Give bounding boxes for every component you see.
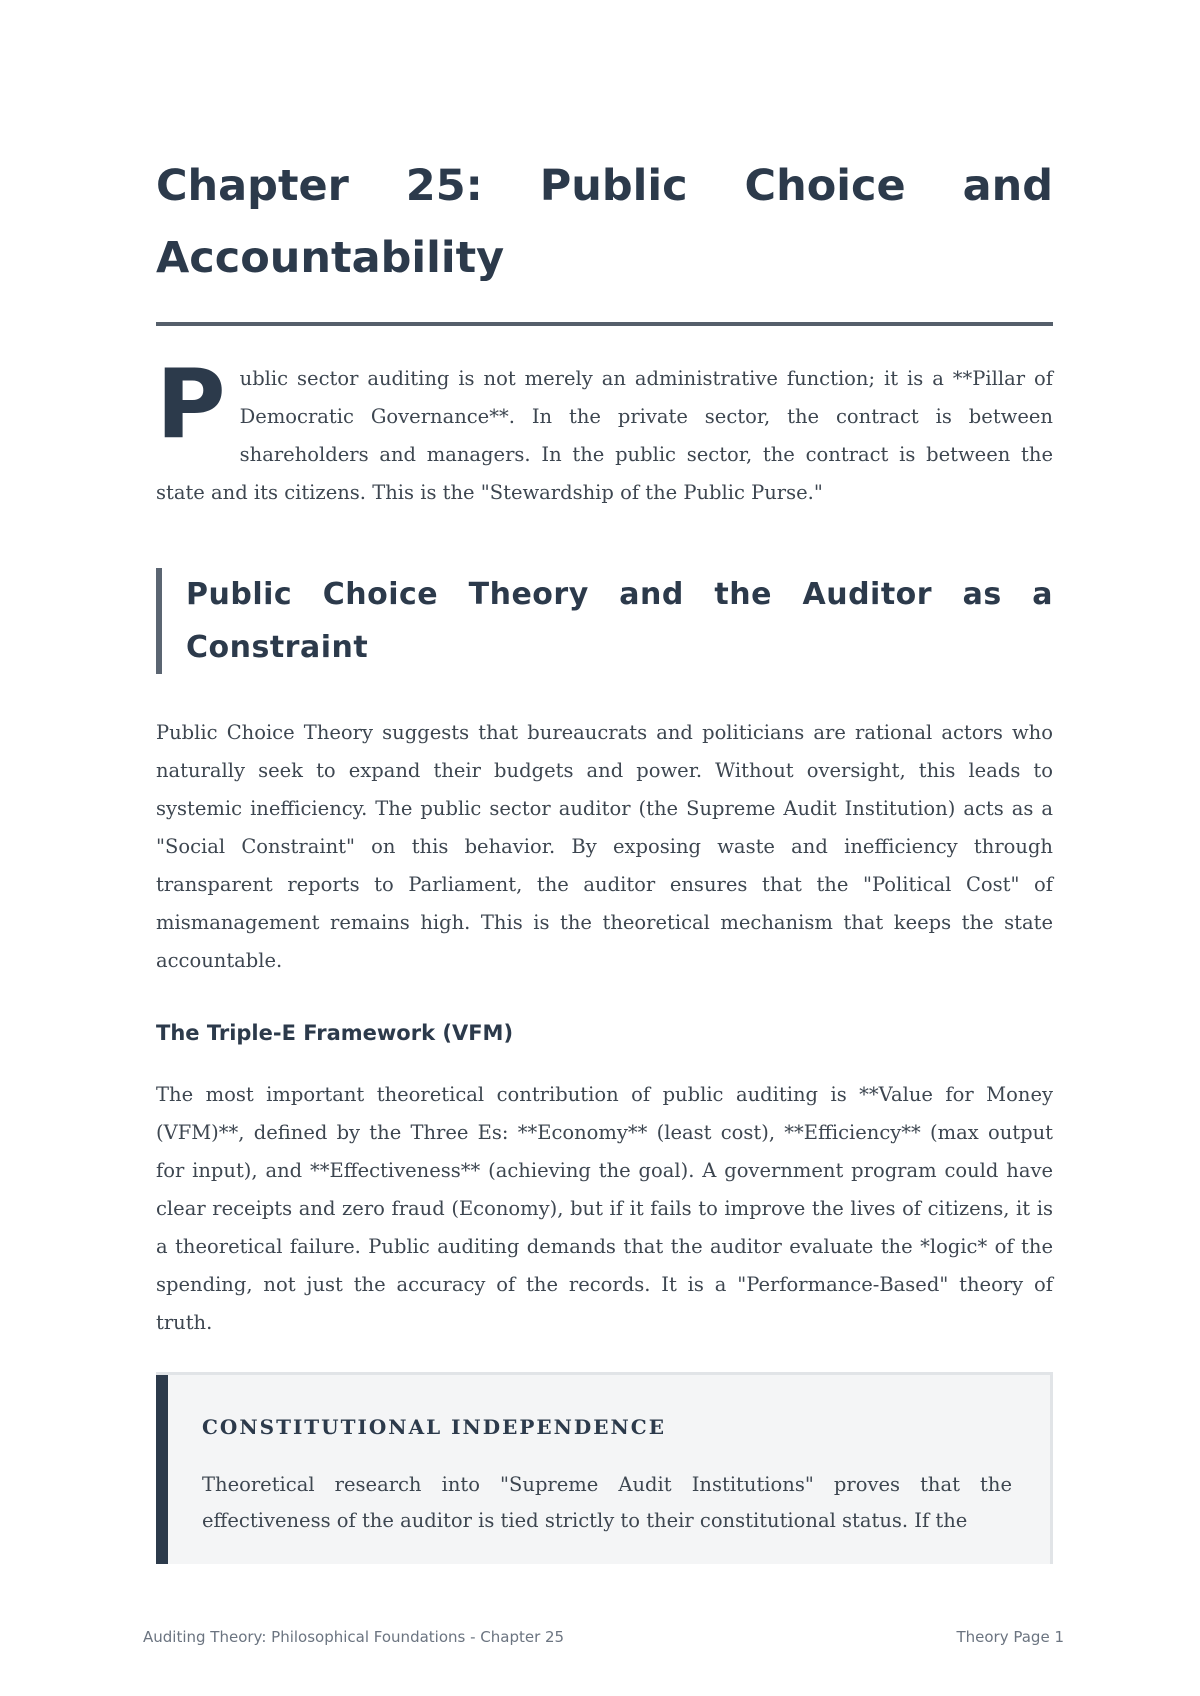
section-paragraph: Public Choice Theory suggests that bureaucrats and politicians are rational actors who naturally seek to expand their budgets and power. Without oversight, this leads to systemic inefficiency. The public sector auditor (the Supreme Audit Institution) acts as a "Social Constraint" on this behavior. By exposing waste and inefficiency through transparent reports to Parliament, the auditor ensures that the "Political Cost" of mismanagement remains high. This is the theoretical mechanism that keeps the state accountable. [156,721,1053,972]
page-content [156,150,1053,1342]
footer-document-title: Auditing Theory: Philosophical Foundations - Chapter 25 [143,1628,565,1646]
intro-paragraph [156,350,1053,512]
section-heading: Public Choice Theory and the Auditor as a Constraint [186,577,1053,665]
footer-page-number: Theory Page 1 [956,1628,1064,1646]
callout-title: CONSTITUTIONAL INDEPENDENCE [202,1415,666,1439]
subsection-paragraph: The most important theoretical contribution of public auditing is **Value for Money (VFM)**, defined by the Three Es: **Economy** (least cost), **Efficiency** (max output for input), and **Effectiveness** (achieving the goal). A government program could have clear receipts and zero fraud (Economy), but if it fails to improve the lives of citizens, it is a theoretical failure. Public auditing demands that the auditor evaluate the *logic* of the spending, not just the accuracy of the records. It is a "Performance-Based" theory of truth. [156,1083,1053,1334]
callout-accent-bar [156,1375,168,1564]
chapter-title: Chapter 25: Public Choice and Accountability [156,161,1053,283]
callout-text: Theoretical research into "Supreme Audit Institutions" proves that the effectiveness of the auditor is tied strictly to their constitutional status. If the [202,1473,1012,1532]
intro-text: ublic sector auditing is not merely an administrative function; it is a **Pillar of Democratic Governance**. In the private sector, the contract is between shareholders and managers. In the public sector, the contract is between the state and its citizens. This is the "Stewardship of the Public Purse." [156,367,1053,504]
subsection-heading: The Triple-E Framework (VFM) [156,1021,514,1045]
title-divider [156,322,1053,326]
callout-box [156,1372,1053,1564]
drop-cap: P [156,350,226,460]
section-heading-block [156,568,1053,674]
